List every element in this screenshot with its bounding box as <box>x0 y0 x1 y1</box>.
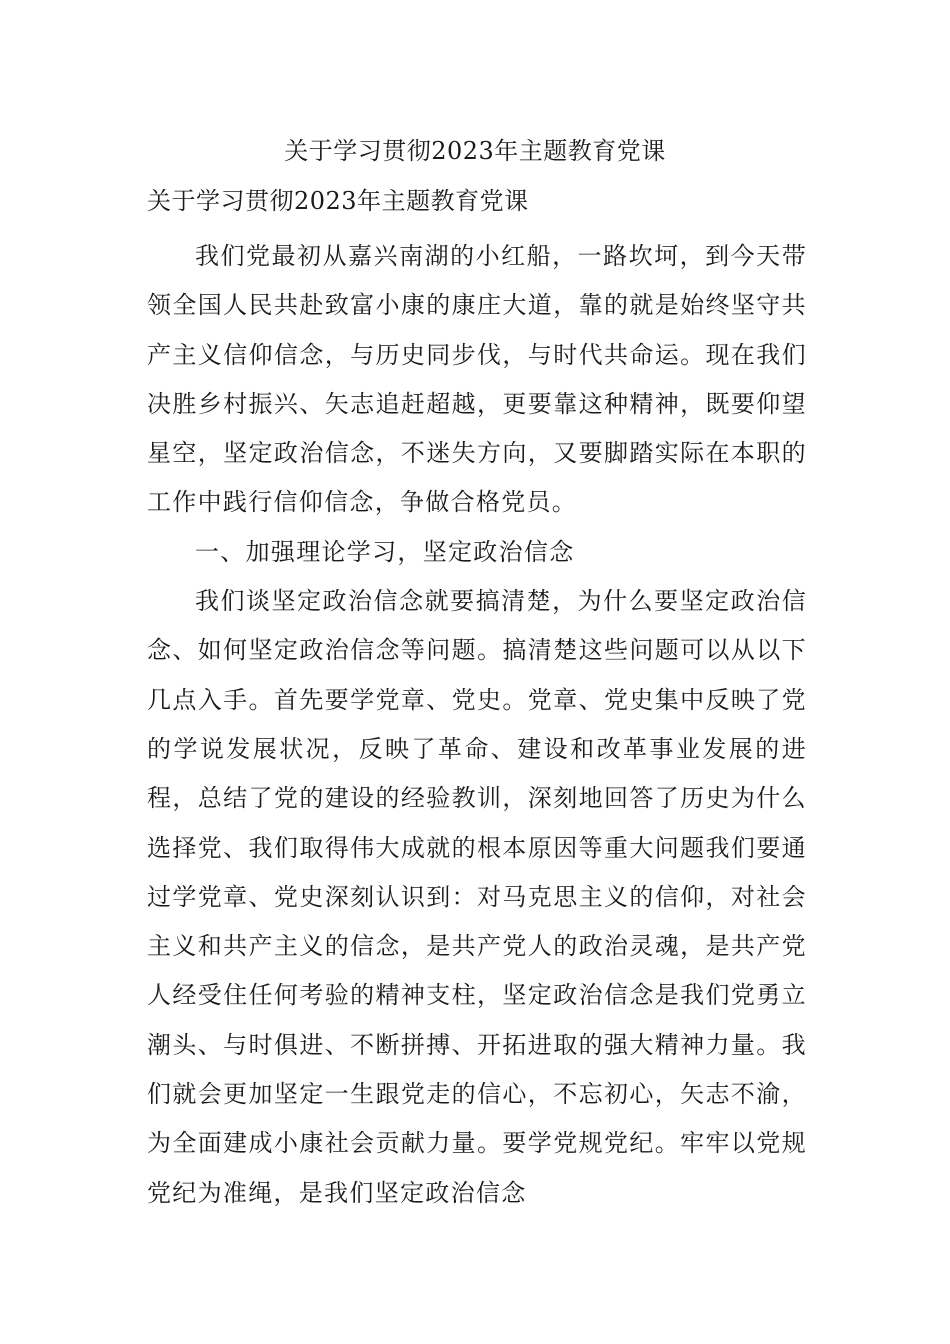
document-title: 关于学习贯彻2023年主题教育党课 <box>284 137 666 165</box>
section-heading-1: 一、加强理论学习，坚定政治信念 <box>195 537 575 566</box>
paragraph-section-1: 我们谈坚定政治信念就要搞清楚，为什么要坚定政治信念、如何坚定政治信念等问题。搞清楚这些问题可以从以下几点入手。首先要学党章、党史。党章、党史集中反映了党的学说发展状况，反映了革命、建设和改革事业发展的进程，总结了党的建设的经验教训，深刻地回答了历史为什么选择党、我们取得伟大成就的根本原因等重大问题我们要通过学党章、党史深刻认识到：对马克思主义的信仰，对社会主义和共产主义的信念，是共产党人的政治灵魂，是共产党人经受住任何考验的精神支柱，坚定政治信念是我们党勇立潮头、与时俱进、不断拼搏、开拓进取的强大精神力量。我们就会更加坚定一生跟党走的信心，不忘初心，矢志不渝，为全面建成小康社会贡献力量。要学党规党纪。牢牢以党规党纪为准绳，是我们坚定政治信念 <box>147 587 807 1207</box>
paragraph-intro: 我们党最初从嘉兴南湖的小红船，一路坎坷，到今天带领全国人民共赴致富小康的康庄大道，靠的就是始终坚守共产主义信仰信念，与历史同步伐，与时代共命运。现在我们决胜乡村振兴、矢志追赶超越，更要靠这种精神，既要仰望星空，坚定政治信念，不迷失方向，又要脚踏实际在本职的工作中践行信仰信念，争做合格党员。 <box>147 242 807 517</box>
document-body <box>147 232 807 1218</box>
document-subtitle: 关于学习贯彻2023年主题教育党课 <box>147 187 529 215</box>
